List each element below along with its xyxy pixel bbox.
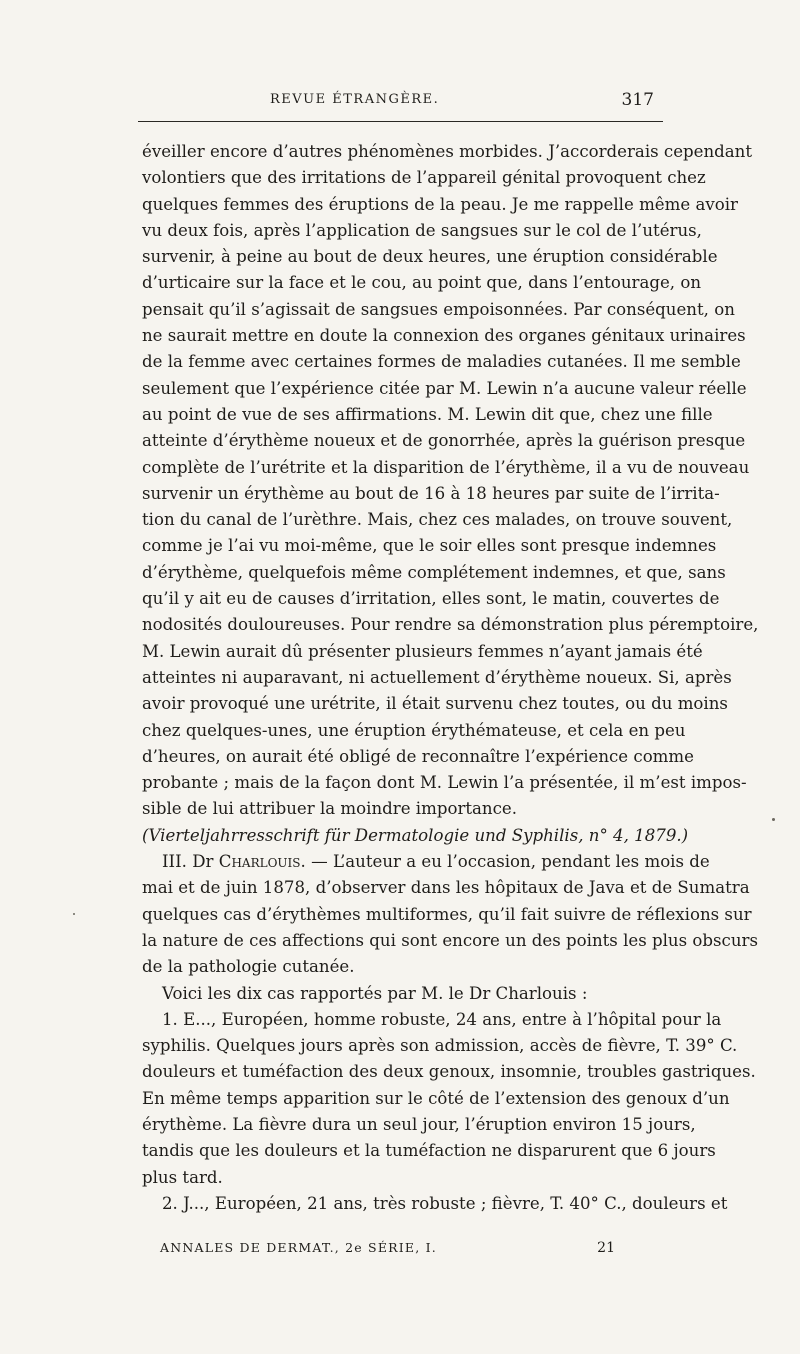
case-2: 2. J..., Européen, 21 ans, très robuste ; fièvre, T. 40° C., douleurs et (162, 1193, 728, 1213)
text-line: quelques cas d’érythèmes multiformes, qu’il fait suivre de réflexions sur (142, 904, 752, 924)
section-heading-line (142, 849, 710, 875)
text-line: seulement que l’expérience citée par M. Lewin n’a aucune valeur réelle (142, 378, 747, 398)
body-text (142, 139, 759, 1217)
text-line: atteinte d’érythème noueux et de gonorrhée, après la guérison presque (142, 431, 746, 451)
text-line: d’urticaire sur la face et le cou, au point que, dans l’entourage, on (142, 273, 702, 293)
text-line: ne saurait mettre en doute la connexion des organes génitaux urinaires (142, 326, 746, 346)
journal-signature: ANNALES DE DERMAT., 2e SÉRIE, I. (160, 1240, 437, 1255)
text-line: nodosités douloureuses. Pour rendre sa démonstration plus péremptoire, (142, 615, 759, 635)
paragraph-3: Voici les dix cas rapportés par M. le Dr Charlouis : (162, 983, 588, 1003)
text-line: pensait qu’il s’agissait de sangsues empoisonnées. Par conséquent, on (142, 299, 735, 319)
text-line: de la pathologie cutanée. (142, 957, 355, 977)
paragraph-2-first-line: — L’auteur a eu l’occasion, pendant les mois de (305, 852, 710, 872)
text-line: survenir un érythème au bout de 16 à 18 heures par suite de l’irrita- (142, 483, 720, 503)
running-head (140, 92, 660, 114)
text-line: la nature de ces affections qui sont encore un des points les plus obscurs (142, 930, 758, 950)
text-line: d’heures, on aurait été obligé de reconnaître l’expérience comme (142, 746, 694, 766)
text-line: sible de lui attribuer la moindre importance. (142, 799, 518, 819)
text-line: survenir, à peine au bout de deux heures, une éruption considérable (142, 247, 718, 267)
text-line: tion du canal de l’urèthre. Mais, chez ces malades, on trouve souvent, (142, 510, 733, 530)
author-prefix: Dr (192, 852, 214, 872)
text-line: vu deux fois, après l’application de sangsues sur le col de l’utérus, (142, 220, 702, 240)
text-line: avoir provoqué une urétrite, il était survenu chez toutes, ou du moins (142, 694, 728, 714)
paragraph-2 (142, 875, 758, 980)
page-number: 317 (621, 90, 654, 110)
text-line: atteintes ni auparavant, ni actuellement d’érythème noueux. Si, après (142, 667, 732, 687)
text-line: qu’il y ait eu de causes d’irritation, elles sont, le matin, couvertes de (142, 589, 720, 609)
paragraph-1 (142, 139, 759, 823)
text-line: 1. E..., Européen, homme robuste, 24 ans, entre à l’hôpital pour la (162, 1009, 722, 1029)
text-line: au point de vue de ses affirmations. M. Lewin dit que, chez une fille (142, 404, 713, 424)
text-line: probante ; mais de la façon dont M. Lewin l’a présentée, il m’est impos- (142, 773, 747, 793)
text-line: syphilis. Quelques jours après son admission, accès de fièvre, T. 39° C. (142, 1036, 738, 1056)
text-line: douleurs et tuméfaction des deux genoux, insomnie, troubles gastriques. (142, 1062, 756, 1082)
text-line: M. Lewin aurait dû présenter plusieurs femmes n’ayant jamais été (142, 641, 703, 661)
text-line: éveiller encore d’autres phénomènes morbides. J’accorderais cependant (142, 142, 753, 161)
text-line: d’érythème, quelquefois même complétement indemnes, et que, sans (142, 562, 726, 582)
text-line: En même temps apparition sur le côté de l’extension des genoux d’un (142, 1088, 730, 1108)
running-title: REVUE ÉTRANGÈRE. (270, 92, 440, 107)
page-footer (160, 1240, 615, 1260)
text-line: quelques femmes des éruptions de la peau. Je me rappelle même avoir (142, 194, 738, 214)
text-line: de la femme avec certaines formes de maladies cutanées. Il me semble (142, 352, 741, 372)
author-name: Charlouis. (218, 852, 306, 872)
text-line: complète de l’urétrite et la disparition de l’érythème, il a vu de nouveau (142, 457, 750, 477)
case-1 (142, 1007, 756, 1191)
text-line: volontiers que des irritations de l’appareil génital provoquent chez (142, 168, 706, 188)
header-rule (138, 121, 663, 122)
text-line: chez quelques-unes, une éruption érythémateuse, et cela en peu (142, 720, 686, 740)
text-line: tandis que les douleurs et la tuméfaction ne disparurent que 6 jours (142, 1141, 716, 1161)
text-line: mai et de juin 1878, d’observer dans les hôpitaux de Java et de Sumatra (142, 878, 750, 898)
text-line: plus tard. (142, 1167, 223, 1187)
paper-speck (772, 818, 775, 821)
source-citation: (Vierteljahrresschrift für Dermatologie und Syphilis, n° 4, 1879.) (142, 825, 689, 845)
sheet-signature: 21 (597, 1240, 615, 1256)
text-line: érythème. La fièvre dura un seul jour, l’éruption environ 15 jours, (142, 1114, 696, 1134)
section-number: III. (162, 852, 187, 872)
paper-speck (73, 913, 75, 915)
text-line: comme je l’ai vu moi-même, que le soir elles sont presque indemnes (142, 536, 717, 556)
